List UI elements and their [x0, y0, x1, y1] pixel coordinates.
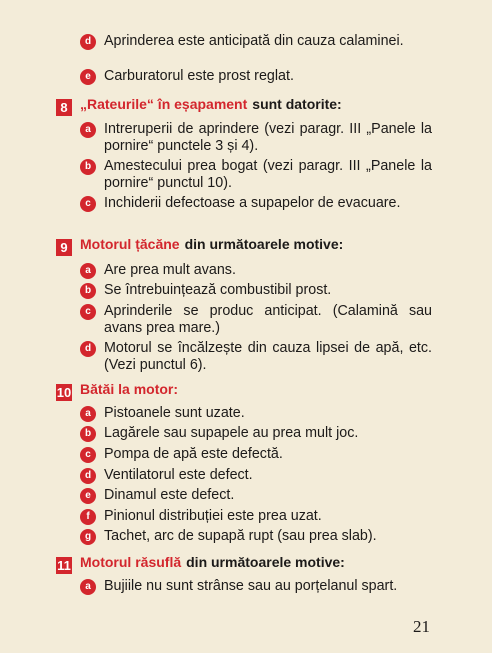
- list-item: [80, 405, 432, 422]
- list-item: [80, 68, 432, 85]
- item-letter-badge: a: [80, 263, 96, 279]
- list-item: [80, 340, 432, 374]
- section-heading: [56, 381, 183, 398]
- item-text: Are prea mult avans.: [104, 262, 236, 278]
- list-item: [80, 446, 432, 463]
- section-heading: [56, 554, 345, 571]
- item-text: Amestecului prea bogat (vezi paragr. III „Panele la pornire“ punctul 10).: [104, 158, 432, 191]
- item-letter-badge: d: [80, 341, 96, 357]
- list-item: [80, 262, 432, 279]
- list-item: [80, 158, 432, 192]
- item-text: Carburatorul este prost reglat.: [104, 68, 294, 84]
- list-item: [80, 303, 432, 337]
- item-text: Aprinderile se produc anticipat. (Calamină sau avans prea mare.): [104, 303, 432, 336]
- item-text: Pinionul distribuției este prea uzat.: [104, 508, 322, 524]
- section-heading: [56, 236, 343, 253]
- section-title: Motorul țăcăne: [80, 236, 180, 252]
- item-text: Pompa de apă este defectă.: [104, 446, 283, 462]
- section-title-rest: din următoarele motive:: [186, 554, 345, 570]
- item-text: Lagărele sau supapele au prea mult joc.: [104, 425, 359, 441]
- item-letter-badge: f: [80, 509, 96, 525]
- item-text: Motorul se încălzește din cauza lipsei de apă, etc. (Vezi punctul 6).: [104, 340, 432, 373]
- item-letter-badge: a: [80, 406, 96, 422]
- item-letter-badge: b: [80, 283, 96, 299]
- item-letter-badge: b: [80, 159, 96, 175]
- item-letter-badge: a: [80, 122, 96, 138]
- section-title: Bătăi la motor:: [80, 381, 179, 397]
- list-item: [80, 121, 432, 155]
- item-text: Pistoanele sunt uzate.: [104, 405, 245, 421]
- section-title-rest: din următoarele motive:: [184, 236, 344, 252]
- item-letter-badge: c: [80, 447, 96, 463]
- section-number: 10: [56, 385, 72, 400]
- list-item: [80, 578, 432, 595]
- item-letter-badge: c: [80, 196, 96, 212]
- list-item: [80, 467, 432, 484]
- item-text: Bujiile nu sunt strânse sau au porțelanul spart.: [104, 578, 398, 594]
- item-letter-badge: d: [80, 34, 96, 50]
- item-text: Tachet, arc de supapă rupt (sau prea slab).: [104, 528, 377, 544]
- list-item: [80, 33, 432, 50]
- item-text: Ventilatorul este defect.: [104, 467, 253, 483]
- item-letter-badge: d: [80, 468, 96, 484]
- list-item: [80, 425, 432, 442]
- section-number: 11: [57, 558, 71, 573]
- section-title: „Rateurile“ în eșapament: [80, 96, 248, 112]
- item-text: Se întrebuințează combustibil prost.: [104, 282, 332, 298]
- section-title-rest: sunt datorite:: [252, 96, 342, 112]
- section-number: 8: [56, 99, 72, 116]
- item-text: Aprinderea este anticipată din cauza calaminei.: [104, 33, 404, 49]
- item-text: Inchiderii defectoase a supapelor de evacuare.: [104, 195, 401, 211]
- item-text: Intreruperii de aprindere (vezi paragr. III „Panele la pornire“ punctele 3 și 4).: [104, 121, 432, 154]
- list-item: [80, 195, 432, 212]
- item-letter-badge: e: [80, 69, 96, 85]
- list-item: [80, 282, 432, 299]
- section-number: 9: [56, 239, 72, 256]
- list-item: [80, 508, 432, 525]
- section-heading: [56, 96, 342, 113]
- section-title: Motorul răsuflă: [80, 554, 182, 570]
- item-letter-badge: c: [80, 304, 96, 320]
- item-letter-badge: b: [80, 426, 96, 442]
- item-letter-badge: g: [80, 529, 96, 545]
- item-letter-badge: a: [80, 579, 96, 595]
- list-item: [80, 528, 432, 545]
- item-text: Dinamul este defect.: [104, 487, 235, 503]
- list-item: [80, 487, 432, 504]
- page-number: 21: [413, 617, 430, 636]
- item-letter-badge: e: [80, 488, 96, 504]
